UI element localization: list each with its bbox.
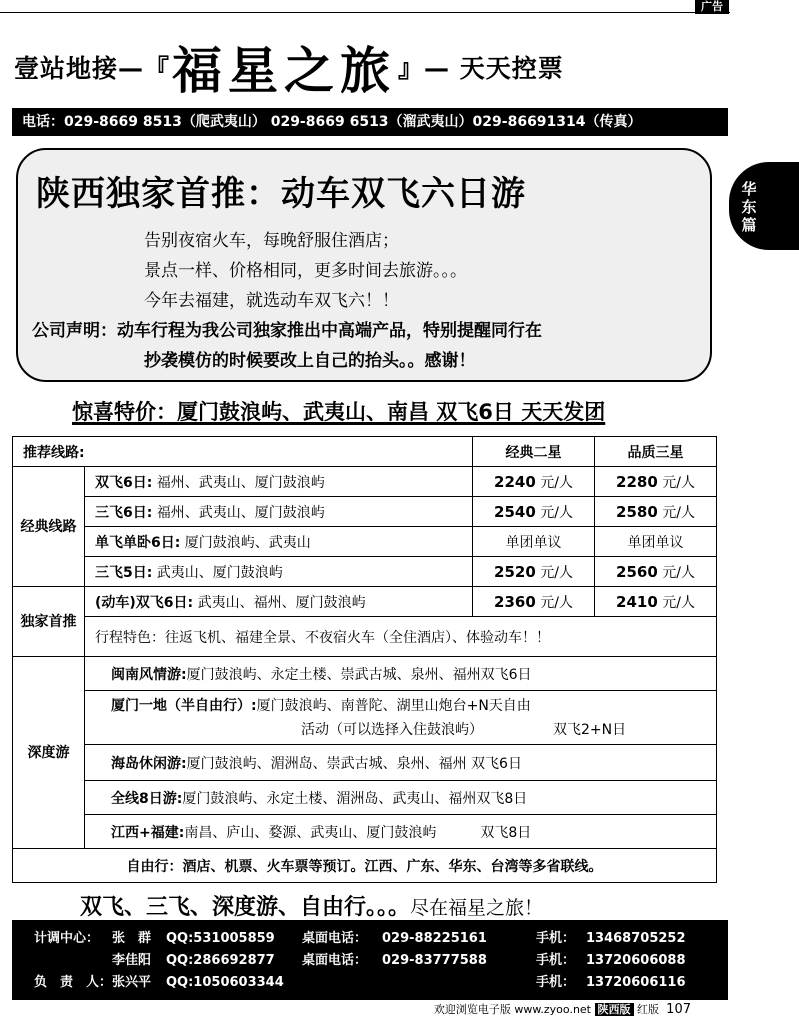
contact-qq: QQ:531005859: [166, 931, 275, 946]
price-value: 2540: [494, 502, 536, 521]
price-two-star: [473, 497, 595, 527]
table-row: [13, 815, 717, 849]
price-unit: 元/人: [662, 594, 695, 611]
price-two-star: 单团单议: [473, 527, 595, 557]
header-label: 推荐线路:: [13, 437, 473, 467]
deep-cell: [85, 691, 717, 745]
route-name: 闽南风情游:: [111, 666, 187, 683]
route-name: 双飞6日:: [95, 474, 153, 491]
route-stops: 武夷山、福州、厦门鼓浪屿: [197, 594, 366, 611]
mobile-phone: 13720606116: [586, 975, 686, 990]
footer-badge: 陕西版: [595, 1003, 634, 1016]
promo-box: [16, 148, 712, 382]
side-tab-label: 华东篇: [741, 180, 757, 234]
tagline: [80, 890, 543, 921]
route-cell: [85, 587, 473, 617]
promo-notice: 公司声明：动车行程为我公司独家推出中高端产品，特别提醒同行在: [32, 321, 542, 341]
header-two-star: 经典二星: [473, 437, 595, 467]
route-stops: 厦门鼓浪屿、永定土楼、崇武古城、泉州、福州双飞6日: [186, 666, 532, 683]
route-stops: 厦门鼓浪屿、永定土楼、湄洲岛、武夷山、福州双飞8日: [182, 790, 528, 807]
route-duration: 双飞8日: [480, 824, 532, 841]
slogan-left: 壹站地接—『: [14, 54, 171, 83]
price-unit: 元/人: [540, 504, 573, 521]
route-cell: [85, 557, 473, 587]
group-exclusive: 独家首推: [13, 587, 85, 657]
routes-table: [12, 436, 717, 883]
table-row: [13, 745, 717, 781]
price-value: 2240: [494, 472, 536, 491]
mobile-phone: 13468705252: [586, 931, 686, 946]
route-stops: 南昌、庐山、婺源、武夷山、厦门鼓浪屿: [184, 824, 437, 841]
table-row: [13, 467, 717, 497]
table-row: [13, 691, 717, 745]
route-stops: 福州、武夷山、厦门鼓浪屿: [156, 504, 325, 521]
price-value: 2280: [616, 472, 658, 491]
price-value: 2560: [616, 562, 658, 581]
route-stops: 武夷山、厦门鼓浪屿: [156, 564, 283, 581]
price-unit: 元/人: [540, 594, 573, 611]
promo-title: 陕西独家首推：动车双飞六日游: [36, 174, 526, 214]
footer: [434, 1001, 659, 1017]
deep-cell: [85, 815, 717, 849]
promo-notice-cont: 抄袭模仿的时候要改上自己的抬头。。感谢！: [144, 351, 476, 371]
slogan-right: 』— 天天控票: [398, 54, 564, 83]
contact-name: 张 群: [112, 931, 152, 946]
phone-bar: 电话：029-8669 8513（爬武夷山） 029-8669 6513（溜武夷山）029-86691314（传真）: [12, 108, 728, 136]
contact-role: 负 责 人：: [34, 975, 113, 990]
promo-line: 告别夜宿火车，每晚舒服住酒店；: [144, 231, 399, 251]
footer-edition: 红版: [637, 1003, 659, 1016]
brand-name: 福星之旅: [172, 42, 397, 100]
route-name: (动车)双飞6日:: [95, 594, 194, 611]
table-header-row: [13, 437, 717, 467]
desk-phone: 029-88225161: [382, 931, 487, 946]
route-name: 三飞6日:: [95, 504, 153, 521]
price-unit: 元/人: [540, 564, 573, 581]
page-header: [14, 28, 726, 106]
route-name: 江西+福建:: [111, 824, 185, 841]
contact-row: [12, 928, 728, 950]
tagline-main: 双飞、三飞、深度游、自由行。。。: [80, 895, 411, 920]
route-stops: 厦门鼓浪屿、湄洲岛、崇武古城、泉州、福州 双飞6日: [186, 755, 522, 772]
price-two-star: [473, 587, 595, 617]
route-cell: [85, 497, 473, 527]
table-row: [13, 497, 717, 527]
price-two-star: [473, 557, 595, 587]
price-three-star: [595, 467, 717, 497]
promo-line: 今年去福建，就选动车双飞六！！: [144, 291, 399, 311]
free-travel-cell: 自由行：酒店、机票、火车票等预订。江西、广东、华东、台湾等多省联线。: [13, 849, 717, 883]
table-row: [13, 617, 717, 657]
price-three-star: 单团单议: [595, 527, 717, 557]
contact-row: [12, 972, 728, 994]
footer-text: 欢迎浏览电子版 www.zyoo.net: [433, 1003, 591, 1016]
price-unit: 元/人: [662, 564, 695, 581]
deep-line: [111, 694, 716, 718]
table-row: [13, 781, 717, 815]
price-unit: 元/人: [662, 504, 695, 521]
price-value: 2410: [616, 592, 658, 611]
price-two-star: [473, 467, 595, 497]
price-value: 2520: [494, 562, 536, 581]
deep-cell: [85, 657, 717, 691]
route-name: 厦门一地（半自由行）:: [111, 697, 257, 714]
feature-cell: 行程特色：往返飞机、福建全景、不夜宿火车（全住酒店）、体验动车！！: [85, 617, 717, 657]
table-row: [13, 657, 717, 691]
promo-line: 景点一样、价格相同，更多时间去旅游。。。: [144, 261, 467, 281]
price-unit: 元/人: [662, 474, 695, 491]
mobile-label: 手机：: [536, 975, 576, 990]
desk-phone: 029-83777588: [382, 953, 487, 968]
contact-row: [12, 950, 728, 972]
special-offer: 惊喜特价：厦门鼓浪屿、武夷山、南昌 双飞6日 天天发团: [72, 400, 606, 424]
table-row: [13, 527, 717, 557]
desk-label: 桌面电话：: [302, 931, 368, 946]
price-value: 2580: [616, 502, 658, 521]
table-row: [13, 849, 717, 883]
route-stops: 福州、武夷山、厦门鼓浪屿: [156, 474, 325, 491]
contact-qq: QQ:1050603344: [166, 975, 284, 990]
price-unit: 元/人: [540, 474, 573, 491]
contact-box: [12, 920, 728, 1000]
header-three-star: 品质三星: [595, 437, 717, 467]
price-value: 2360: [494, 592, 536, 611]
table-row: [13, 557, 717, 587]
route-duration: 双飞2+N日: [553, 721, 627, 738]
deep-cell: [85, 781, 717, 815]
route-name: 三飞5日:: [95, 564, 153, 581]
contact-qq: QQ:286692877: [166, 953, 275, 968]
desk-label: 桌面电话：: [302, 953, 368, 968]
page-number: 107: [666, 1002, 691, 1017]
mobile-phone: 13720606088: [586, 953, 686, 968]
route-cell: [85, 467, 473, 497]
price-three-star: [595, 497, 717, 527]
table-row: [13, 587, 717, 617]
tagline-tail: 尽在福星之旅！: [410, 897, 544, 919]
group-classic: 经典线路: [13, 467, 85, 587]
contact-role: 计调中心：: [34, 931, 100, 946]
price-three-star: [595, 557, 717, 587]
route-name: 单飞单卧6日:: [95, 534, 181, 551]
contact-name: 张兴平: [112, 975, 152, 990]
route-stops: 厦门鼓浪屿、南普陀、湖里山炮台+N天自由: [256, 697, 531, 714]
route-name: 全线8日游:: [111, 790, 183, 807]
side-tab: [729, 162, 799, 250]
route-cell: [85, 527, 473, 557]
mobile-label: 手机：: [536, 953, 576, 968]
price-three-star: [595, 587, 717, 617]
group-deep: 深度游: [13, 657, 85, 849]
route-stops: 厦门鼓浪屿、武夷山: [184, 534, 311, 551]
deep-line: [111, 718, 716, 742]
ad-label: 广告: [695, 0, 729, 14]
top-rule: [0, 12, 730, 13]
route-stops-cont: 活动（可以选择入住鼓浪屿）: [301, 721, 483, 738]
deep-cell: [85, 745, 717, 781]
mobile-label: 手机：: [536, 931, 576, 946]
contact-name: 李佳阳: [112, 953, 152, 968]
route-name: 海岛休闲游:: [111, 755, 187, 772]
